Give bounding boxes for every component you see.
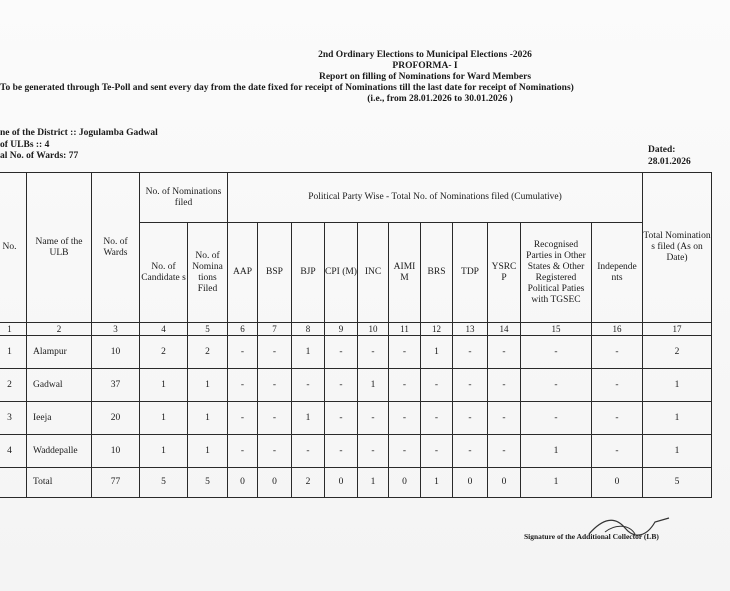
total-row-cell: 5 [643,468,712,498]
header-party-group: Political Party Wise - Total No. of Nominations filed (Cumulative) [228,173,643,223]
header-sno: No. [0,173,27,323]
table-row [0,435,712,468]
column-number-row-cell: 5 [188,323,228,336]
header-cpim: CPI (M) [325,223,358,323]
table-row-cell: - [592,336,643,369]
column-number-row [0,323,712,336]
header-wards: No. of Wards [92,173,140,323]
table-row-cell: Ieeja [27,402,92,435]
total-row-cell: 0 [228,468,258,498]
column-number-row-cell: 4 [140,323,188,336]
header-recognised: Recognised Parties in Other States & Other Registered Political Paties with TGSEC [521,223,592,323]
table-row-cell: - [228,369,258,402]
dated-label: Dated: [648,145,676,155]
table-row-cell: 1 [521,435,592,468]
table-row-cell: - [325,369,358,402]
table-row-cell: - [488,435,521,468]
table-row-cell: - [592,435,643,468]
table-row [0,336,712,369]
table-row-cell: 1 [0,336,27,369]
column-number-row-cell: 6 [228,323,258,336]
table-row-cell: 37 [92,369,140,402]
header-nominations: No. of Nomina tions Filed [188,223,228,323]
header-nominations-group: No. of Nominations filed [140,173,228,223]
total-row-cell: 0 [258,468,292,498]
table-row-cell: 1 [188,402,228,435]
total-row-cell: Total [27,468,92,498]
table-row-cell: - [389,435,421,468]
total-row-cell: 77 [92,468,140,498]
table-row-cell: - [292,435,325,468]
header-total: Total Nomination s filed (As on Date) [643,173,712,323]
document-header [0,50,730,105]
header-bjp: BJP [292,223,325,323]
total-row-cell: 0 [488,468,521,498]
table-row-cell: 2 [188,336,228,369]
table-row-cell: - [358,435,389,468]
column-number-row-cell: 16 [592,323,643,336]
district-info [0,128,158,163]
table-row-cell: - [228,435,258,468]
column-number-row-cell: 7 [258,323,292,336]
column-number-row-cell: 9 [325,323,358,336]
header-inc: INC [358,223,389,323]
table-row-cell: - [453,402,488,435]
table-row-cell: - [453,435,488,468]
table-row-cell: 2 [0,369,27,402]
table-row-cell: 1 [140,435,188,468]
date-range: (i.e., from 28.01.2026 to 30.01.2026 ) [367,94,513,104]
total-row-cell: 0 [592,468,643,498]
table-row-cell: - [228,336,258,369]
table-row-cell: - [592,369,643,402]
table-row-cell: - [389,369,421,402]
table-row-cell: 1 [140,402,188,435]
header-bsp: BSP [258,223,292,323]
header-candidates: No. of Candidate s [140,223,188,323]
table-row-cell: - [358,402,389,435]
table-row-cell: - [389,402,421,435]
column-number-row-cell: 1 [0,323,27,336]
table-row-cell: 20 [92,402,140,435]
table-row-cell: 1 [643,435,712,468]
header-ulb: Name of the ULB [27,173,92,323]
table-row [0,369,712,402]
total-row-cell: 5 [140,468,188,498]
table-row [0,402,712,435]
total-row-cell: 1 [421,468,453,498]
total-row-cell: 5 [188,468,228,498]
table-row-cell: 1 [421,336,453,369]
table-row-cell: 3 [0,402,27,435]
table-row-cell: 1 [292,336,325,369]
column-number-row-cell: 17 [643,323,712,336]
table-row-cell: - [258,402,292,435]
signature-caption: Signature of the Additional Collector (LB) [524,532,659,541]
table-row-cell: 4 [0,435,27,468]
table-row-cell: - [325,402,358,435]
total-row-cell: 2 [292,468,325,498]
header-brs: BRS [421,223,453,323]
dated-block [648,145,691,168]
table-row-cell: - [421,402,453,435]
header-aimim: AIMI M [389,223,421,323]
column-number-row-cell: 2 [27,323,92,336]
nominations-table [0,172,712,498]
table-row-cell: 2 [643,336,712,369]
column-number-row-cell: 10 [358,323,389,336]
table-row-cell: - [592,402,643,435]
total-row-cell: 0 [453,468,488,498]
proforma-label: PROFORMA- I [392,61,458,71]
table-row-cell: - [325,336,358,369]
table-row-cell: - [258,369,292,402]
table-row-cell: 10 [92,435,140,468]
total-row-cell [0,468,27,498]
table-row-cell: 1 [358,369,389,402]
total-row [0,468,712,498]
column-number-row-cell: 14 [488,323,521,336]
table-row-cell: - [292,369,325,402]
ward-count: al No. of Wards: 77 [0,151,79,161]
column-number-row-cell: 12 [421,323,453,336]
table-row-cell: - [453,369,488,402]
dated-value: 28.01.2026 [648,156,691,167]
header-independents: Independe nts [592,223,643,323]
table-row-cell: - [521,402,592,435]
table-row-cell: - [228,402,258,435]
total-row-cell: 1 [358,468,389,498]
table-row-cell: 1 [643,402,712,435]
table-row-cell: 1 [188,369,228,402]
table-row-cell: - [358,336,389,369]
table-row-cell: - [521,336,592,369]
header-ysrcp: YSRC P [488,223,521,323]
table-row-cell: 1 [188,435,228,468]
instruction-line: To be generated through Te-Poll and sent every day from the date fixed for receipt of Nominations till the last date for receipt of Nominations) [0,83,574,93]
table-row-cell: Alampur [27,336,92,369]
table-row-cell: - [325,435,358,468]
ulb-count: of ULBs :: 4 [0,139,50,150]
column-number-row-cell: 11 [389,323,421,336]
table-row-cell: 1 [292,402,325,435]
table-row-cell: - [521,369,592,402]
table-row-cell: - [488,402,521,435]
table-row-cell: - [421,369,453,402]
table-row-cell: Gadwal [27,369,92,402]
header-tdp: TDP [453,223,488,323]
table-row-cell: - [258,336,292,369]
table-row-cell: - [389,336,421,369]
total-row-cell: 0 [325,468,358,498]
column-number-row-cell: 13 [453,323,488,336]
column-number-row-cell: 3 [92,323,140,336]
table-row-cell: - [421,435,453,468]
header-aap: AAP [228,223,258,323]
table-row-cell: 10 [92,336,140,369]
table-row-cell: Waddepalle [27,435,92,468]
total-row-cell: 0 [389,468,421,498]
column-number-row-cell: 8 [292,323,325,336]
table-row-cell: - [258,435,292,468]
district-name: ne of the District :: Jogulamba Gadwal [0,128,158,138]
table-row-cell: 1 [140,369,188,402]
table-row-cell: - [488,369,521,402]
report-title: Report on filling of Nominations for Ward Members [318,72,532,82]
column-number-row-cell: 15 [521,323,592,336]
table-row-cell: - [453,336,488,369]
table-row-cell: - [488,336,521,369]
election-title: 2nd Ordinary Elections to Municipal Elections -2026 [318,50,532,60]
table-row-cell: 2 [140,336,188,369]
table-row-cell: 1 [643,369,712,402]
total-row-cell: 1 [521,468,592,498]
